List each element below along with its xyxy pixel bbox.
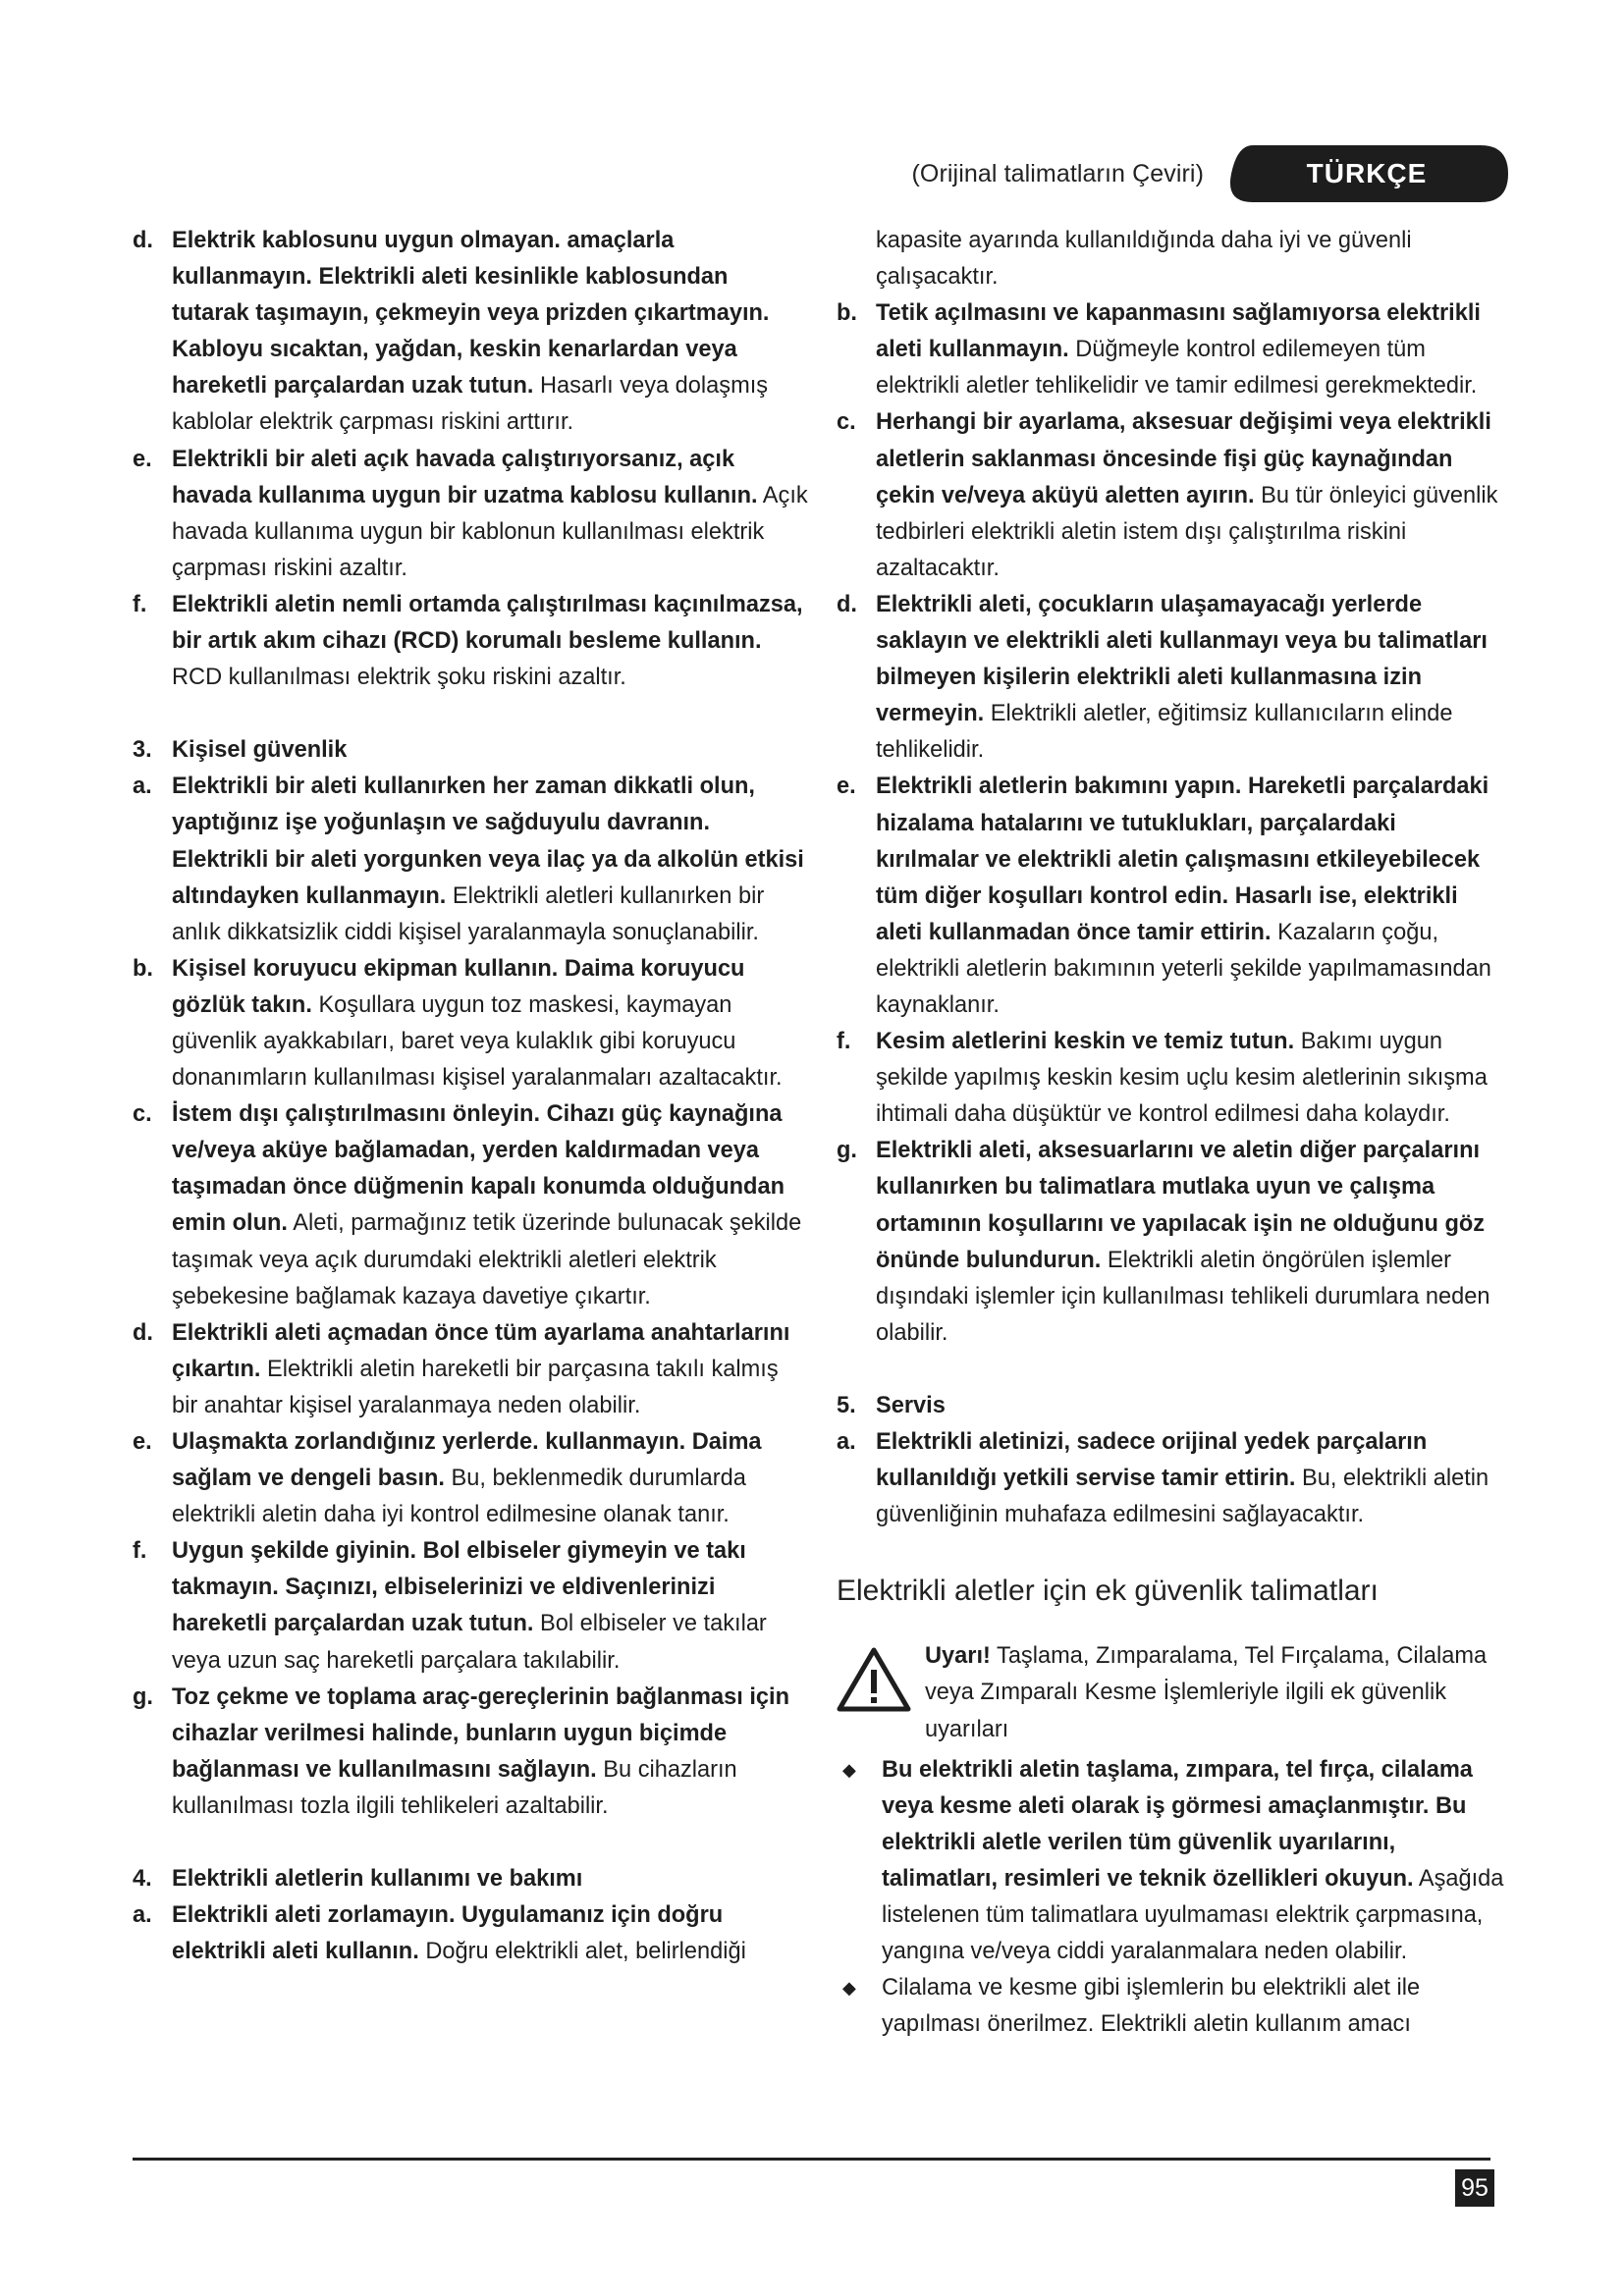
item-text: Elektrikli aletin hareketli bir parçasına takılı kalmış bir anahtar kişisel yaralanmaya neden olabilir. bbox=[172, 1356, 779, 1418]
item-text: Elektrikli aletin öngörülen işlemler dışındaki işlemler için kullanılması tehlikeli durumlara neden olabilir. bbox=[876, 1247, 1490, 1346]
language-badge bbox=[1225, 145, 1508, 202]
item-label: c. bbox=[837, 409, 856, 436]
page-header bbox=[912, 145, 1509, 202]
extra-safety-title: Elektrikli aletler için ek güvenlik talimatları bbox=[837, 1575, 1379, 1608]
item-bold-text: Elektrikli bir aleti açık havada çalıştırıyorsanız, açık havada kullanıma uygun bir uzatma kablosu kullanın. bbox=[172, 446, 758, 508]
item-bold-text: Elektrikli aleti, çocukların ulaşamayacağı yerlerde saklayın ve elektrikli aleti kullanmayı veya bu talimatları bilmeyen kişilerin elektrikli aleti kullanmasına izin vermeyin. bbox=[876, 591, 1488, 727]
item-text: Açık havada kullanıma uygun bir kablonun kullanılması elektrik çarpması riskini azaltır. bbox=[172, 482, 808, 581]
item-label: f. bbox=[133, 591, 147, 617]
item-text: Kazaların çoğu, elektrikli aletlerin bakımının yeterli şekilde yapılmamasından kaynaklanır. bbox=[876, 919, 1491, 1018]
list-item bbox=[133, 442, 810, 587]
item-bold-text: Uygun şekilde giyinin. Bol elbiseler giymeyin ve takı takmayın. Saçınızı, elbiselerinizi ve eldivenlerinizi hareketli parçalardan uzak tutun. bbox=[172, 1538, 746, 1637]
list-item bbox=[133, 769, 810, 950]
item-bold-text: Toz çekme ve toplama araç-gereçlerinin bağlanması için cihazlar verilmesi halinde, bunların uygun biçimde bağlanması ve kullanılmasını sağlayın. bbox=[172, 1683, 789, 1783]
item-label: a. bbox=[133, 774, 152, 800]
list-item bbox=[837, 1133, 1504, 1352]
section-number: 4. bbox=[133, 1866, 152, 1893]
header-subtitle: (Orijinal talimatların Çeviri) bbox=[911, 159, 1204, 187]
item-label: e. bbox=[837, 774, 856, 800]
item-text: Bu tür önleyici güvenlik tedbirleri elektrikli aletin istem dışı çalıştırılma riskini azaltacaktır. bbox=[876, 482, 1498, 581]
page-number: 95 bbox=[1455, 2169, 1494, 2207]
item-bold-text: Elektrikli aleti zorlamayın. Uygulamanız için doğru elektrikli aleti kullanın. bbox=[172, 1902, 724, 1965]
item-text: Elektrikli aletler, eğitimsiz kullanıcıların elinde tehlikelidir. bbox=[876, 701, 1453, 764]
bullet-bold-text: Bu elektrikli aletin taşlama, zımpara, tel fırça, cilalama veya kesme aleti olarak iş görmesi amaçlanmıştır. Bu elektrikli aletle verilen tüm güvenlik uyarılarını, talimatları, resimleri ve teknik özellikleri okuyun. bbox=[882, 1756, 1473, 1892]
item-bold-text: Tetik açılmasını ve kapanmasını sağlamıyorsa elektrikli aleti kullanmayın. bbox=[876, 300, 1481, 363]
list-item bbox=[133, 223, 810, 442]
list-item bbox=[837, 587, 1504, 769]
item-label: f. bbox=[837, 1029, 851, 1055]
item-text: Bu, elektrikli aletin güvenliğinin muhafaza edilmesini sağlayacaktır. bbox=[876, 1466, 1489, 1528]
list-item bbox=[837, 1424, 1504, 1533]
list-item bbox=[837, 1024, 1504, 1133]
item-bold-text: Elektrikli aletlerin bakımını yapın. Hareketli parçalardaki hizalama hatalarını ve tutuklukları, parçalardaki kırılmalar ve elektrikli aletin çalışmasını etkileyebilecek tüm diğer koşulları kontrol edin. Hasarlı ise, elektrikli aleti kullanmadan önce tamir ettirin. bbox=[876, 774, 1489, 945]
item-bold-text: Herhangi bir ayarlama, aksesuar değişimi veya elektrikli aletlerin saklanması öncesinde fişi güç kaynağından çekin ve/veya aküyü aletten ayırın. bbox=[876, 409, 1491, 508]
item-text: Bu, beklenmedik durumlarda elektrikli aletin daha iyi kontrol edilmesine olanak tanır. bbox=[172, 1466, 746, 1528]
right-column bbox=[837, 223, 1504, 2043]
item-label: f. bbox=[133, 1538, 147, 1565]
list-item bbox=[837, 404, 1504, 586]
item-label: b. bbox=[133, 955, 153, 982]
warning-label: Uyarı! bbox=[925, 1643, 991, 1670]
item-bold-text: Elektrikli aleti açmadan önce tüm ayarlama anahtarlarını çıkartın. bbox=[172, 1319, 790, 1382]
list-item bbox=[133, 1315, 810, 1424]
section-title: Servis bbox=[876, 1392, 946, 1418]
item-label: e. bbox=[133, 1429, 152, 1455]
section-number: 5. bbox=[837, 1392, 856, 1418]
item-text: Bakımı uygun şekilde yapılmış keskin kesim uçlu kesim aletlerinin sıkışma ihtimali daha düşüktür ve kontrol edilmesi daha kolaydır. bbox=[876, 1029, 1488, 1128]
list-item bbox=[837, 295, 1504, 404]
item-text: Doğru elektrikli alet, belirlendiği bbox=[418, 1939, 746, 1965]
diamond-bullet-icon: ◆ bbox=[842, 1978, 856, 1999]
item-text: Elektrikli aletleri kullanırken bir anlık dikkatsizlik ciddi kişisel yaralanmayla sonuçlanabilir. bbox=[172, 882, 765, 945]
item-text: Düğmeyle kontrol edilemeyen tüm elektrikli aletler tehlikelidir ve tamir edilmesi gerekmektedir. bbox=[876, 337, 1478, 400]
list-item bbox=[133, 1533, 810, 1679]
item-label: a. bbox=[133, 1902, 152, 1929]
list-item bbox=[133, 1096, 810, 1315]
warning-text: Taşlama, Zımparalama, Tel Fırçalama, Cilalama veya Zımparalı Kesme İşlemleriyle ilgili ek güvenlik uyarıları bbox=[925, 1643, 1488, 1742]
item-bold-text: İstem dışı çalıştırılmasını önleyin. Cihazı güç kaynağına ve/veya aküye bağlamadan, yerden kaldırmadan veya taşımadan önce düğmenin kapalı konumda olduğundan emin olun. bbox=[172, 1101, 785, 1237]
item-text: Bu cihazların kullanılması tozla ilgili tehlikeleri azaltabilir. bbox=[172, 1756, 737, 1819]
bullet-text: Aşağıda listelenen tüm talimatlara uyulmaması elektrik çarpmasına, yangına ve/veya ciddi yaralanmalara neden olabilir. bbox=[882, 1865, 1504, 1965]
item-text: Aleti, parmağınız tetik üzerinde bulunacak şekilde taşımak veya açık durumdaki elektrikli aletleri elektrik şebekesine bağlamak kazaya davetiye çıkartır. bbox=[172, 1210, 802, 1309]
item-label: d. bbox=[837, 591, 857, 617]
list-item bbox=[133, 587, 810, 696]
footer-divider bbox=[133, 2158, 1490, 2161]
item-bold-text: Kesim aletlerini keskin ve temiz tutun. bbox=[876, 1029, 1295, 1055]
section-heading bbox=[133, 732, 810, 769]
section-number: 3. bbox=[133, 737, 152, 764]
item-bold-text: Elektrikli aletin nemli ortamda çalıştırılması kaçınılmazsa, bir artık akım cihazı (RCD) korumalı besleme kullanın. bbox=[172, 591, 803, 655]
section-title: Kişisel güvenlik bbox=[172, 737, 348, 764]
item-bold-text: Ulaşmakta zorlandığınız yerlerde. kullanmayın. Daima sağlam ve dengeli basın. bbox=[172, 1429, 762, 1492]
item-bold-text: Kişisel koruyucu ekipman kullanın. Daima koruyucu gözlük takın. bbox=[172, 955, 745, 1018]
section-heading bbox=[133, 1861, 810, 1897]
continued-text: kapasite ayarında kullanıldığında daha iyi ve güvenli çalışacaktır. bbox=[876, 228, 1412, 291]
diamond-bullet-icon: ◆ bbox=[842, 1759, 856, 1780]
list-item bbox=[133, 1680, 810, 1825]
list-item bbox=[133, 1424, 810, 1533]
item-label: e. bbox=[133, 446, 152, 472]
list-item bbox=[837, 1970, 1504, 2043]
language-label: TÜRKÇE bbox=[1306, 158, 1428, 188]
warning-block bbox=[837, 1638, 1504, 1747]
item-text: Koşullara uygun toz maskesi, kaymayan güvenlik ayakkabıları, baret veya kulaklık gibi koruyucu donanımların kullanılması kişisel yaralanmaları azaltacaktır. bbox=[172, 991, 783, 1092]
item-label: d. bbox=[133, 1319, 153, 1346]
item-text: Hasarlı veya dolaşmış kablolar elektrik çarpması riskini arttırır. bbox=[172, 373, 769, 436]
list-item bbox=[133, 1897, 810, 1970]
section-title: Elektrikli aletlerin kullanımı ve bakımı bbox=[172, 1866, 583, 1893]
item-bold-text: Elektrikli aletinizi, sadece orijinal yedek parçaların kullanıldığı yetkili servise tamir ettirin. bbox=[876, 1429, 1428, 1492]
section-heading bbox=[837, 1388, 1504, 1424]
left-column bbox=[133, 223, 810, 1970]
item-bold-text: Elektrikli bir aleti kullanırken her zaman dikkatli olun, yaptığınız işe yoğunlaşın ve sağduyulu davranın. Elektrikli bir aleti yorgunken veya ilaç ya da alkolün etkisi altındayken kullanmayın. bbox=[172, 774, 804, 909]
item-label: d. bbox=[133, 228, 153, 253]
item-bold-text: Elektrik kablosunu uygun olmayan. amaçlarla kullanmayın. Elektrikli aleti kesinlikle kablosundan tutarak taşımayın, çekmeyin veya prizden çıkartmayın. Kabloyu sıcaktan, yağdan, keskin kenarlardan veya hareketli parçalardan uzak tutun. bbox=[172, 228, 770, 400]
item-text: RCD kullanılması elektrik şoku riskini azaltır. bbox=[172, 665, 626, 691]
item-label: g. bbox=[133, 1683, 153, 1710]
list-item bbox=[837, 1752, 1504, 1971]
item-label: c. bbox=[133, 1101, 152, 1128]
warning-triangle-icon bbox=[837, 1638, 925, 1747]
item-text: Bol elbiseler ve takılar veya uzun saç hareketli parçalara takılabilir. bbox=[172, 1611, 767, 1674]
item-bold-text: Elektrikli aleti, aksesuarlarını ve aletin diğer parçalarını kullanırken bu talimatlara mutlaka uyun ve çalışma ortamının koşullarını ve yapılacak işin ne olduğunu göz önünde bulundurun. bbox=[876, 1138, 1486, 1273]
bullet-text: Cilalama ve kesme gibi işlemlerin bu elektrikli alet ile yapılması önerilmez. Elektrikli aletin kullanım amacı bbox=[882, 1975, 1421, 2038]
list-item bbox=[133, 951, 810, 1096]
item-label: b. bbox=[837, 300, 857, 327]
list-item bbox=[837, 769, 1504, 1024]
item-label: a. bbox=[837, 1429, 856, 1455]
item-label: g. bbox=[837, 1138, 857, 1164]
